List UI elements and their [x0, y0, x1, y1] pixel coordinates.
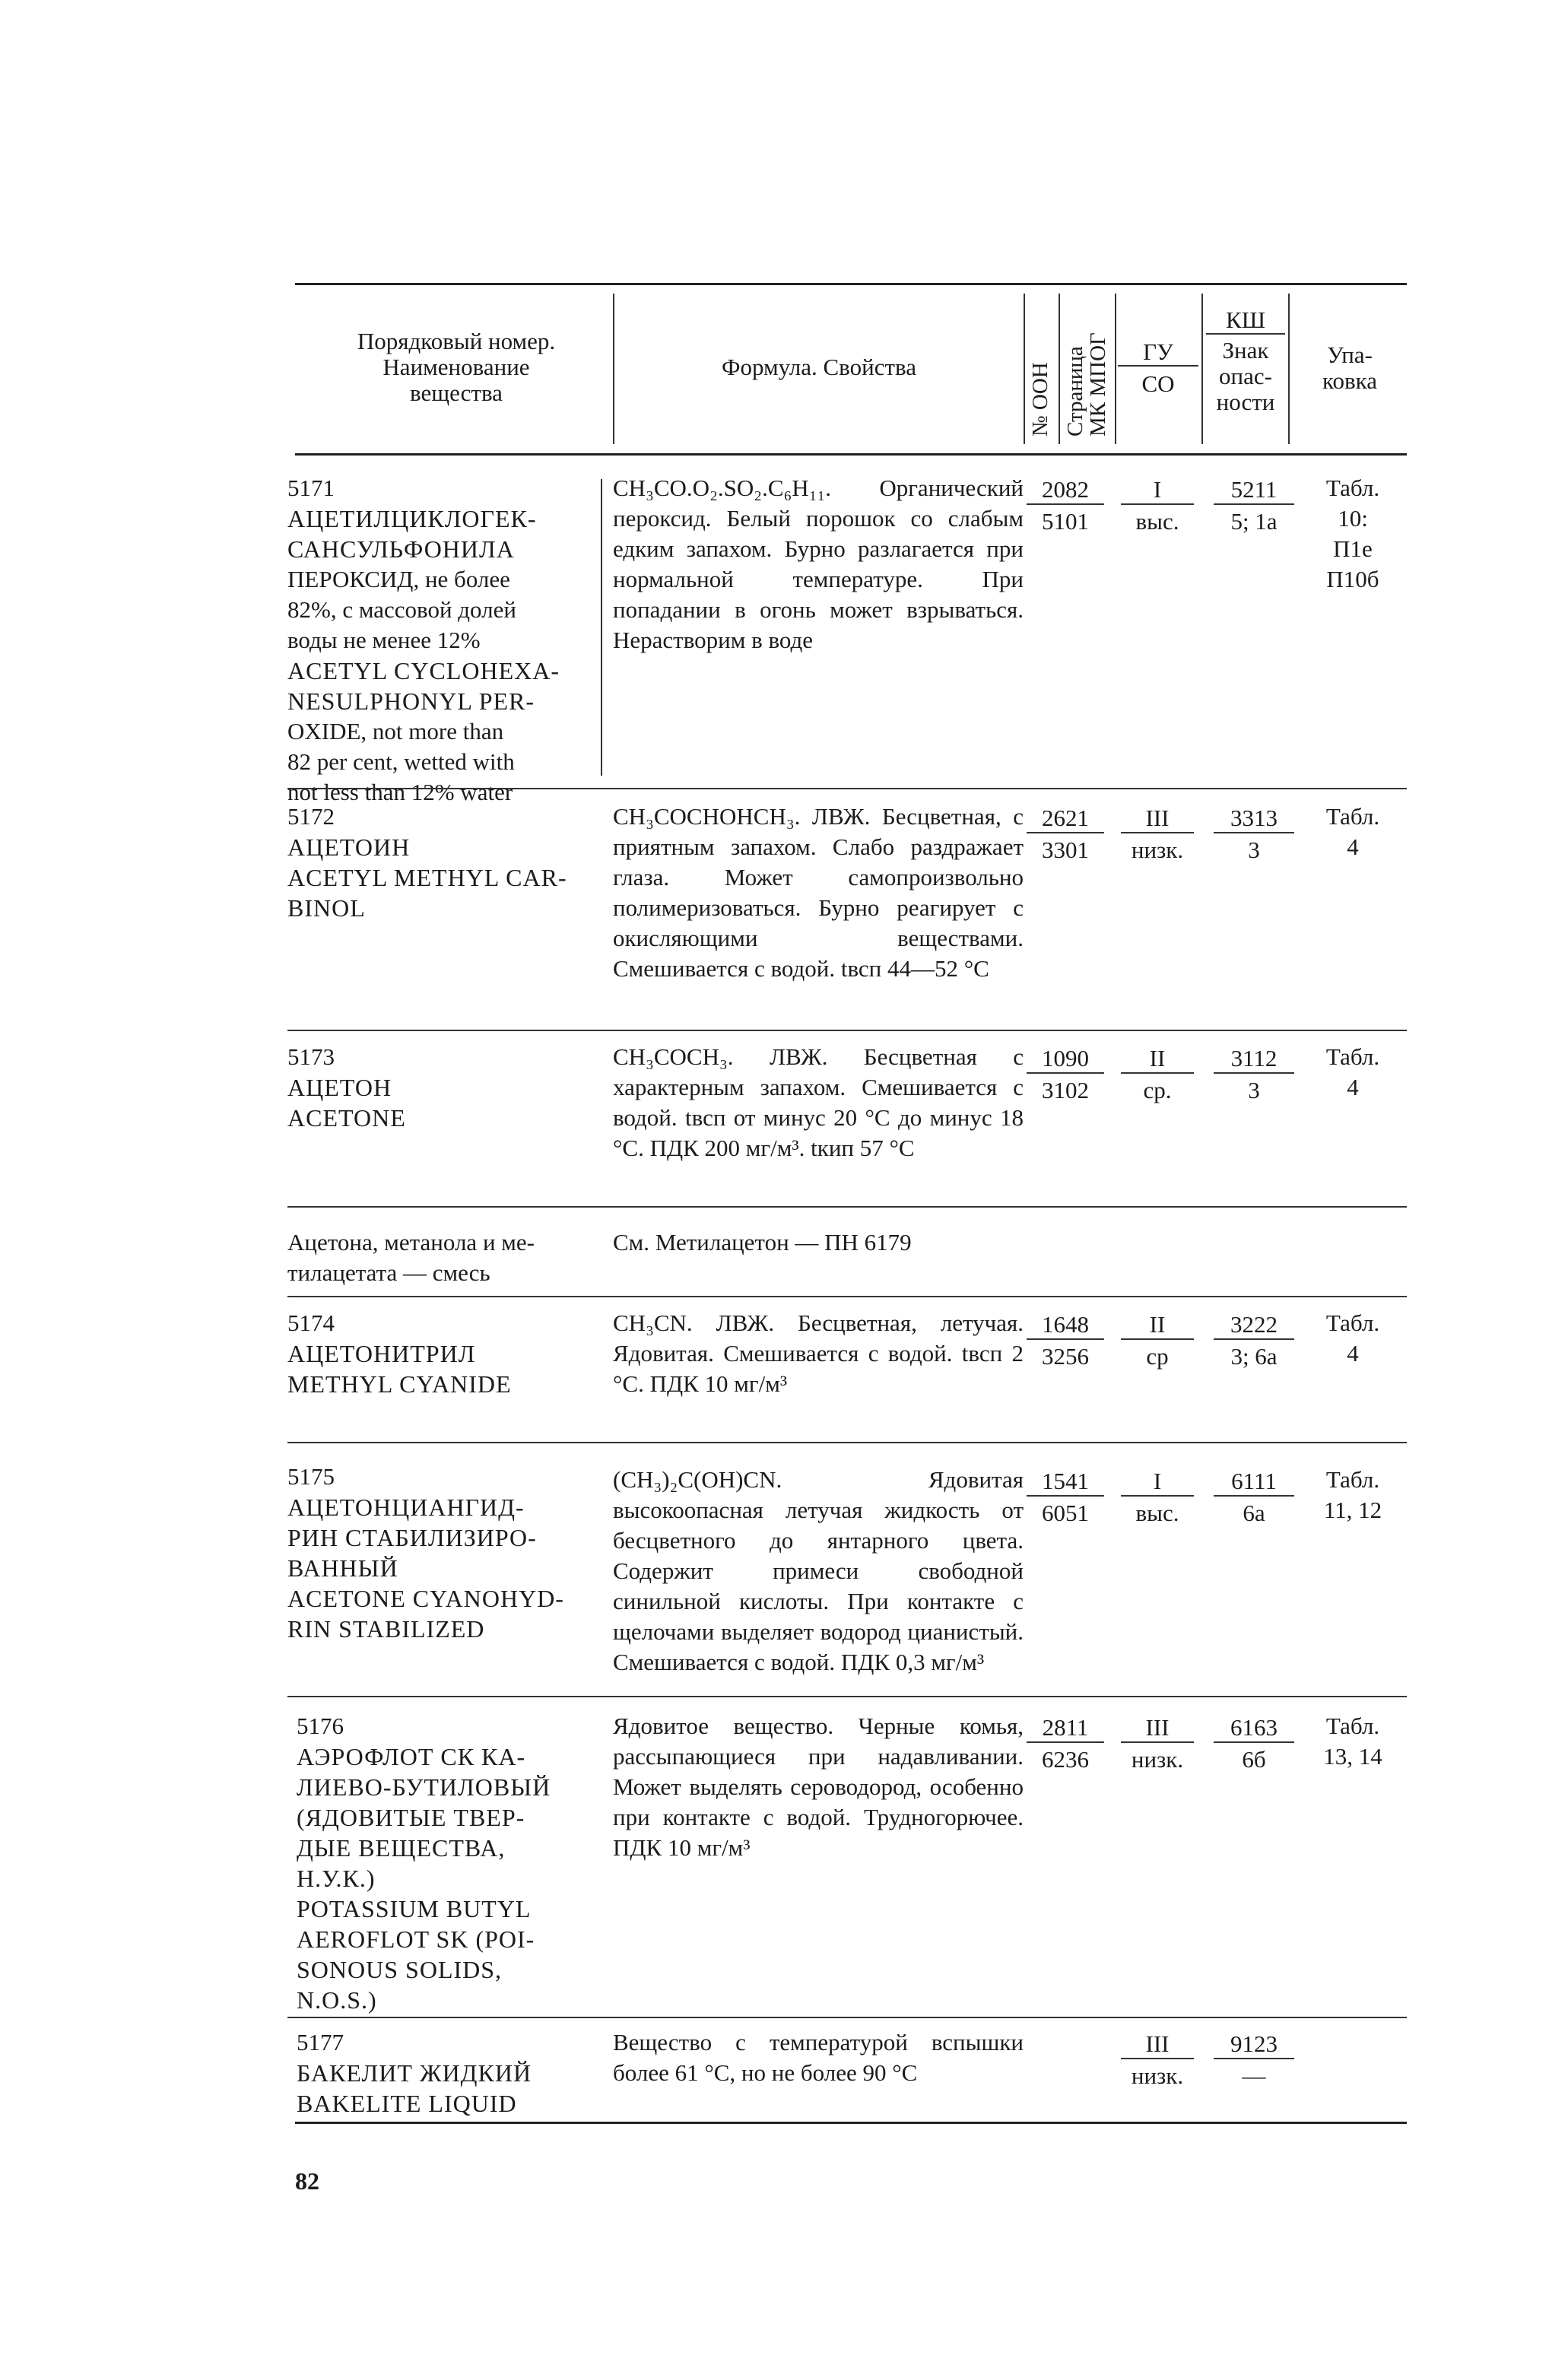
row-5173-un: $\frac{1090}{3102}$: [1027, 1045, 1104, 1104]
row-5175-name: 5175 АЦЕТОНЦИАНГИД- РИН СТАБИЛИЗИРО- ВАННЫЙ ACETONE CYANOHYD- RIN STABILIZED: [287, 1463, 564, 1643]
header-divider: [1288, 294, 1290, 444]
header-name: Порядковый номер. Наименование вещества: [357, 328, 556, 406]
row-separator: [287, 1206, 1407, 1208]
row-5176-gu: III низк.: [1121, 1714, 1194, 1773]
header-gu: ГУ СО: [1118, 339, 1198, 397]
row-5172-pack: Табл. 4: [1325, 803, 1380, 860]
row-5171-name: 5171 АЦЕТИЛЦИКЛОГЕК- САНСУЛЬФОНИЛА ПЕРОКСИД, не более 82%, с массовой долей воды не менее 12% ACETYL CYCLOHEXA- NESULPHONYL PER- OXIDE, not more than 82 per cent, wetted with not less than 12% water: [287, 475, 560, 805]
row-5174-name: 5174 АЦЕТОНИТРИЛ METHYL CYANIDE: [287, 1309, 512, 1398]
header-divider: [1059, 294, 1060, 444]
row-crossref-formula: См. Метилацетон — ПН 6179: [613, 1229, 912, 1256]
row-5177-gu: III низк.: [1121, 2030, 1194, 2090]
row-5175-pack: Табл. 11, 12: [1323, 1466, 1382, 1523]
row-5175-formula: (CH₃)₂C(OH)CN. Ядовитая высокоопасная летучая жидкость от бесцветного до янтарного цвета. Содержит примеси свободной синильной кислоты. При контакте с щелочами выделяет водород цианистый. Смешивается с водой. ПДК 0,3 мг/м³: [613, 1466, 1024, 1675]
header-bottom-rule: [295, 453, 1407, 456]
row-separator: [287, 1030, 1407, 1031]
row-separator: [287, 1442, 1407, 1443]
header-pack: Упа- ковка: [1322, 341, 1377, 394]
header-divider: [1115, 294, 1116, 444]
table-top-rule: [295, 283, 1407, 285]
header-un-number: № ООН: [1028, 362, 1052, 436]
header-ksh: КШ Знак опас- ности: [1206, 307, 1285, 415]
row-5176-name: 5176 АЭРОФЛОТ СК КА- ЛИЕВО-БУТИЛОВЫЙ (ЯДОВИТЫЕ ТВЕР- ДЫЕ ВЕЩЕСТВА, Н.У.К.) POTASSIUM BUTYL AEROFLOT SK (POI- SONOUS SOLIDS, N.O.S.): [297, 1713, 551, 2014]
row-5177-name: 5177 БАКЕЛИТ ЖИДКИЙ BAKELITE LIQUID: [297, 2029, 532, 2117]
row-5173-ksh: $\frac{3112}{3}$: [1214, 1045, 1294, 1104]
header-divider: [1201, 294, 1203, 444]
row-5174-gu: II ср: [1121, 1311, 1194, 1370]
row-separator: [287, 1296, 1407, 1297]
header-page-line1: Страница: [1063, 346, 1087, 436]
row-5176-formula: Ядовитое вещество. Черные комья, рассыпающиеся при надавливании. Может выделять сероводород, особенно при контакте с водой. Трудногорючее. ПДК 10 мг/м³: [613, 1713, 1024, 1861]
header-divider: [1024, 294, 1025, 444]
row-separator: [287, 1696, 1407, 1697]
row-5175-un: $\frac{1541}{6051}$: [1027, 1468, 1104, 1527]
row-crossref-name: Ацетона, метанола и ме- тилацетата — смесь: [287, 1229, 535, 1286]
row-separator: [287, 788, 1407, 789]
row-5175-ksh: 6111 6а: [1214, 1468, 1294, 1527]
row-5171-ksh: 5211 5; 1а: [1214, 476, 1294, 535]
row-5173-name: 5173 АЦЕТОН ACETONE: [287, 1043, 406, 1132]
header-formula: Формула. Свойства: [722, 354, 916, 380]
page-number: 82: [295, 2167, 319, 2195]
row-5176-ksh: 6163 6б: [1214, 1714, 1294, 1773]
row-5173-formula: CH₃COCH₃. ЛВЖ. Бесцветная с характерным запахом. Смешивается с водой. tвсп от минус 20 °С до минус 18 °С. ПДК 200 мг/м³. tкип 57 °С: [613, 1043, 1024, 1161]
row-5177-formula: Вещество с температурой вспышки более 61 °С, но не более 90 °С: [613, 2029, 1024, 2086]
row-separator: [287, 2017, 1407, 2018]
row-5172-un: $\frac{2621}{3301}$: [1027, 805, 1104, 864]
table-bottom-rule: [295, 2122, 1407, 2124]
row-5171-formula: CH₃CO.O₂.SO₂.C₆H₁₁. Органический пероксид. Белый порошок со слабым едким запахом. Бурно разлагается при нормальной температуре. При попадании в огонь может взрываться. Нерастворим в воде: [613, 475, 1024, 653]
header-divider: [613, 294, 614, 444]
row-5173-pack: Табл. 4: [1325, 1043, 1380, 1100]
row-5171-pack: Табл. 10: П1е П10б: [1325, 475, 1380, 592]
row-5172-gu: III низк.: [1121, 805, 1194, 864]
row-5174-un: $\frac{1648}{3256}$: [1027, 1311, 1104, 1370]
row-5173-gu: II ср.: [1121, 1045, 1194, 1104]
row-5175-gu: I выс.: [1121, 1468, 1194, 1527]
row-5177-ksh: 9123 —: [1214, 2030, 1294, 2090]
row-5172-name: 5172 АЦЕТОИН ACETYL METHYL CAR- BINOL: [287, 803, 567, 922]
row-5174-formula: CH₃CN. ЛВЖ. Бесцветная, летучая. Ядовитая. Смешивается с водой. tвсп 2 °С. ПДК 10 мг/м³: [613, 1309, 1024, 1397]
row-5176-un: $\frac{2811}{6236}$: [1027, 1714, 1104, 1773]
header-page-line2: МК МПОГ: [1086, 332, 1110, 436]
row-5171-divider: [601, 479, 602, 776]
row-5174-ksh: 3222 3; 6а: [1214, 1311, 1294, 1370]
row-5171-gu: I выс.: [1121, 476, 1194, 535]
row-5172-ksh: $\frac{3313}{3}$: [1214, 805, 1294, 864]
row-5171-un: $\frac{2082}{5101}$: [1027, 476, 1104, 535]
row-5174-pack: Табл. 4: [1325, 1309, 1380, 1367]
row-5172-formula: CH₃COCHOHCH₃. ЛВЖ. Бесцветная, с приятным запахом. Слабо раздражает глаза. Может самопроизвольно полимеризоваться. Бурно реагирует с окисляющими веществами. Смешивается с водой. tвсп 44—52 °С: [613, 803, 1024, 982]
row-5176-pack: Табл. 13, 14: [1323, 1713, 1382, 1770]
